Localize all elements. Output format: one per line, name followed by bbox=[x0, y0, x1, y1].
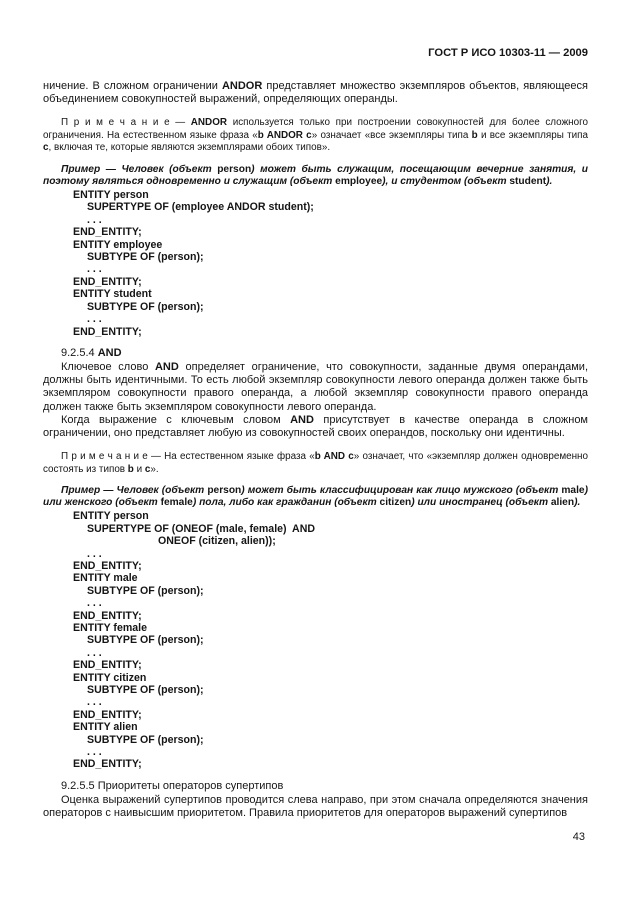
code-line: . . . bbox=[87, 646, 102, 659]
text-segment: ) или иностранец (объект bbox=[411, 497, 551, 509]
section-heading-9-2-5-4 bbox=[43, 347, 588, 360]
example-and bbox=[43, 485, 588, 509]
text-segment: citizen bbox=[379, 497, 412, 509]
code-line: ENTITY employee bbox=[73, 238, 163, 251]
code-line: SUBTYPE OF (person); bbox=[87, 634, 204, 647]
code-line: SUBTYPE OF (person); bbox=[87, 584, 204, 597]
text-segment: person bbox=[217, 163, 252, 175]
code-line: END_ENTITY; bbox=[73, 226, 142, 239]
code-line: END_ENTITY; bbox=[73, 609, 142, 622]
example-andor bbox=[43, 164, 588, 188]
code-line: ENTITY person bbox=[73, 189, 149, 202]
running-header-standard-code: ГОСТ Р ИСО 10303-11 — 2009 bbox=[428, 47, 588, 59]
text-segment: 9.2.5.5 Приоритеты операторов супертипов bbox=[61, 779, 284, 792]
code-line: END_ENTITY; bbox=[73, 275, 142, 288]
text-segment: ) может быть служащим, посещающим вечерние занятия, и поэтому являться одновременно и служащим (объект bbox=[43, 163, 588, 187]
code-line: END_ENTITY; bbox=[73, 708, 142, 721]
text-segment: » означает, что «экземпляр должен одновременно состоять из типов bbox=[43, 451, 589, 475]
text-segment: Оценка выражений супертипов проводится слева направо, при этом сначала определяются значения операторов с наивысшим приоритетом. Правила приоритетов для операторов выражений супертипов bbox=[43, 793, 588, 820]
text-segment: AND bbox=[154, 360, 179, 373]
code-line: END_ENTITY; bbox=[73, 325, 142, 338]
text-segment: ) пола, либо как гражданин (объект bbox=[192, 497, 380, 509]
text-segment: AND bbox=[290, 413, 314, 426]
text-segment: представляет множество экземпляров объектов, являющееся объединением совокупностей выражений, определяющих операнды. bbox=[43, 80, 588, 106]
paragraph-and-definition bbox=[43, 361, 588, 414]
code-line: END_ENTITY; bbox=[73, 659, 142, 672]
text-segment: alien bbox=[550, 497, 575, 509]
code-line: END_ENTITY; bbox=[73, 559, 142, 572]
text-segment: » означает «все экземпляры типа bbox=[311, 129, 472, 141]
code-line: . . . bbox=[87, 313, 102, 326]
page-number: 43 bbox=[572, 831, 585, 843]
text-segment: c bbox=[43, 142, 49, 154]
code-line: END_ENTITY; bbox=[73, 758, 142, 771]
code-line: SUPERTYPE OF (employee ANDOR student); bbox=[87, 201, 314, 214]
text-segment: c bbox=[144, 463, 151, 475]
text-segment: b bbox=[127, 463, 134, 475]
text-segment: AND bbox=[97, 346, 122, 359]
express-code-block-and bbox=[43, 510, 588, 771]
text-segment: ничение. В сложном ограничении bbox=[43, 80, 222, 92]
text-segment: используется только при построении совокупностей для более сложного ограничения. На естественном языке фраза « bbox=[43, 117, 588, 141]
code-line: ENTITY citizen bbox=[73, 671, 147, 684]
code-line: . . . bbox=[87, 263, 102, 276]
text-segment: male bbox=[561, 484, 585, 496]
code-line: . . . bbox=[87, 597, 102, 610]
text-segment: person bbox=[207, 484, 242, 496]
text-segment: employee bbox=[335, 175, 383, 187]
text-segment: П р и м е ч а н и е — bbox=[61, 117, 191, 129]
text-segment: присутствует в качестве операнда в сложном ограничении, оно представляет любую из совокупностей своих операндов, поскольку они идентичны. bbox=[43, 413, 588, 439]
text-segment: определяет ограничение, что совокупности, заданные двумя операндами, должны быть идентичными. То есть любой экземпляр совокупности левого операнда должен также быть экземпляром совокупности правого операнда, а любой экземпляр совокупности правого операнда должен также быть экземпляром совокупности левого операнда. bbox=[43, 360, 588, 413]
text-segment: ). bbox=[546, 175, 553, 187]
text-segment: Ключевое слово bbox=[61, 360, 155, 373]
text-segment: , включая те, которые являются экземплярами обоих типов». bbox=[48, 142, 331, 154]
text-segment: b AND c bbox=[314, 451, 354, 463]
code-line: ENTITY alien bbox=[73, 721, 138, 734]
code-line: ENTITY female bbox=[73, 622, 147, 634]
code-line: SUBTYPE OF (person); bbox=[87, 300, 204, 313]
text-segment: b bbox=[471, 129, 478, 141]
note-and bbox=[43, 451, 588, 476]
text-segment: Пример — Человек (объект bbox=[61, 484, 208, 496]
code-line: . . . bbox=[87, 213, 102, 226]
code-line: . . . bbox=[87, 547, 102, 560]
text-segment: ANDOR bbox=[190, 117, 228, 129]
text-segment: ». bbox=[150, 463, 159, 475]
code-line: SUPERTYPE OF (ONEOF (male, female) AND bbox=[87, 522, 316, 535]
text-segment: female bbox=[160, 497, 193, 509]
text-segment: и bbox=[133, 463, 145, 475]
note-andor bbox=[43, 117, 588, 154]
paragraph-precedence bbox=[43, 794, 588, 820]
code-line: ENTITY male bbox=[73, 572, 138, 585]
code-line: SUBTYPE OF (person); bbox=[87, 251, 204, 264]
text-segment: П р и м е ч а н и е — На естественном языке фраза « bbox=[61, 451, 315, 463]
paragraph-andor-continuation bbox=[43, 80, 588, 106]
code-line: ONEOF (citizen, alien)); bbox=[158, 535, 276, 548]
code-line: SUBTYPE OF (person); bbox=[87, 684, 204, 697]
code-line: . . . bbox=[87, 696, 102, 709]
text-segment: 9.2.5.4 bbox=[61, 346, 98, 359]
code-line: ENTITY person bbox=[73, 510, 149, 523]
text-segment: ), и студентом (объект bbox=[382, 175, 510, 187]
text-segment: ). bbox=[574, 497, 581, 509]
text-segment: student bbox=[509, 175, 547, 187]
code-line: SUBTYPE OF (person); bbox=[87, 733, 204, 746]
text-segment: ) может быть классифицирован как лицо мужского (объект bbox=[241, 484, 562, 496]
text-segment: Пример — Человек (объект bbox=[61, 163, 218, 175]
text-segment: ANDOR bbox=[221, 80, 263, 92]
section-heading-9-2-5-5 bbox=[43, 780, 588, 793]
text-segment: и все экземпляры типа bbox=[477, 129, 588, 141]
express-code-block-andor bbox=[43, 189, 588, 338]
code-line: ENTITY student bbox=[73, 288, 152, 301]
paragraph-and-operand bbox=[43, 414, 588, 440]
text-segment: b ANDOR c bbox=[257, 129, 312, 141]
text-segment: ) или женского (объект bbox=[43, 484, 588, 509]
code-line: . . . bbox=[87, 746, 102, 759]
text-segment: Когда выражение с ключевым словом bbox=[61, 413, 291, 426]
